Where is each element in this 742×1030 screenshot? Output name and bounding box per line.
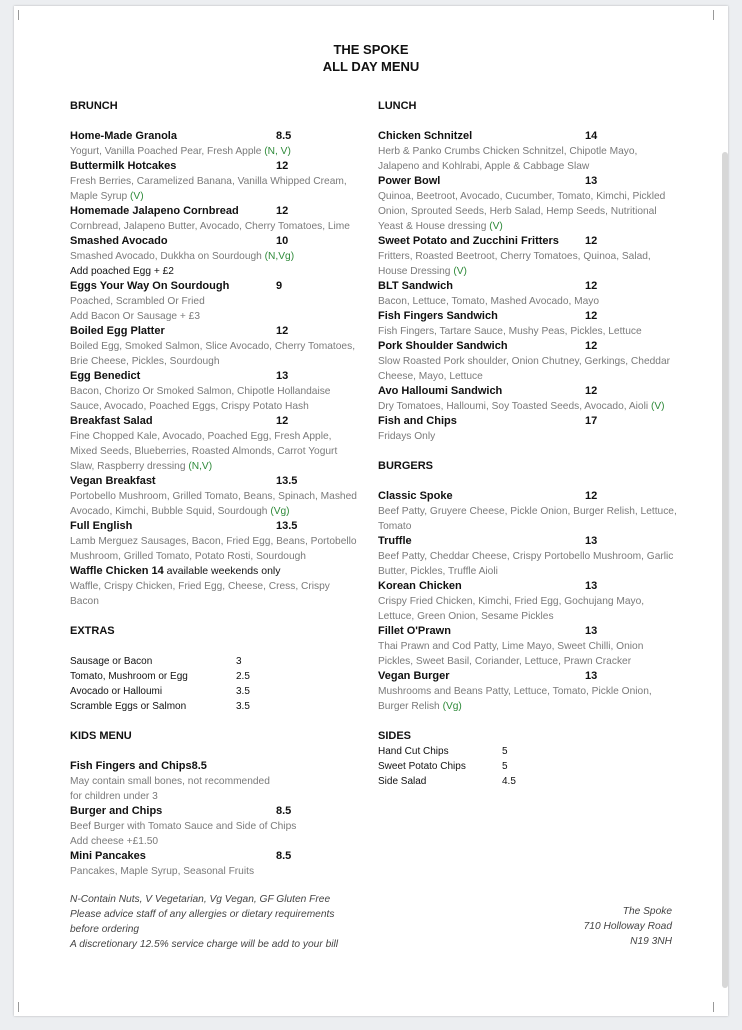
crop-mark: [18, 1002, 29, 1012]
item-name: Burger and Chips: [70, 805, 163, 817]
extra-item: [70, 669, 360, 684]
menu-item: [378, 534, 678, 579]
menu-item: [378, 279, 678, 309]
item-name: Classic Spoke: [378, 490, 453, 502]
extra-name: Avocado or Halloumi: [70, 686, 163, 697]
crop-mark: [703, 10, 714, 20]
item-price: 12: [585, 310, 598, 322]
item-desc: Portobello Mushroom, Grilled Tomato, Beans, Spinach, Mashed Avocado, Kimchi, Bubble Squid, Sourdough: [70, 491, 357, 517]
item-name: Pork Shoulder Sandwich: [378, 340, 508, 352]
item-name: Breakfast Salad: [70, 415, 153, 427]
item-name: Korean Chicken: [378, 580, 462, 592]
right-column: [378, 99, 678, 789]
item-name: BLT Sandwich: [378, 280, 453, 292]
address-street: 710 Holloway Road: [583, 921, 672, 932]
item-name: Fillet O'Prawn: [378, 625, 451, 637]
item-price: 13: [585, 580, 598, 592]
item-price: 13.5: [276, 475, 298, 487]
item-desc: Bacon, Lettuce, Tomato, Mashed Avocado, Mayo: [378, 296, 600, 307]
item-price: 12: [585, 280, 598, 292]
item-desc: Fresh Berries, Caramelized Banana, Vanilla Whipped Cream, Maple Syrup: [70, 176, 347, 202]
item-price: 14: [585, 130, 598, 142]
extra-item: [70, 654, 360, 669]
item-desc: Mushrooms and Beans Patty, Lettuce, Tomato, Pickle Onion, Burger Relish: [378, 686, 652, 712]
kids-list: [70, 759, 360, 879]
side-name: Hand Cut Chips: [378, 746, 449, 757]
section-brunch-heading: BRUNCH: [70, 100, 118, 112]
crop-mark: [703, 1002, 714, 1012]
item-name: Eggs Your Way On Sourdough: [70, 280, 230, 292]
side-name: Sweet Potato Chips: [378, 761, 466, 772]
item-desc: Beef Burger with Tomato Sauce and Side of Chips: [70, 821, 297, 832]
address-name: The Spoke: [622, 906, 672, 917]
item-price: 12: [276, 205, 289, 217]
item-name: Egg Benedict: [70, 370, 141, 382]
sides-list: [378, 744, 678, 789]
item-price: 14: [151, 565, 164, 577]
item-addon-note: Add poached Egg + £2: [70, 266, 174, 277]
item-desc-2: for children under 3: [70, 791, 158, 802]
item-name: Fish Fingers Sandwich: [378, 310, 498, 322]
item-name: Buttermilk Hotcakes: [70, 160, 177, 172]
extra-item: [70, 684, 360, 699]
allergy-note: Please advice staff of any allergies or dietary requirements: [70, 909, 335, 920]
extra-name: Scramble Eggs or Salmon: [70, 701, 187, 712]
extra-price: 3.5: [236, 686, 250, 697]
item-name: Power Bowl: [378, 175, 441, 187]
menu-item: [378, 339, 678, 384]
item-desc: Cornbread, Jalapeno Butter, Avocado, Cherry Tomatoes, Lime: [70, 221, 350, 232]
menu-item: [70, 519, 360, 564]
item-name: Waffle Chicken: [70, 565, 152, 577]
item-name: Vegan Burger: [378, 670, 450, 682]
menu-item: [70, 279, 360, 324]
item-price: 13: [585, 670, 598, 682]
item-name: Full English: [70, 520, 133, 532]
extra-item: [70, 699, 360, 714]
item-name: Mini Pancakes: [70, 850, 146, 862]
menu-item: [378, 174, 678, 234]
side-name: Side Salad: [378, 776, 427, 787]
item-name: Smashed Avocado: [70, 235, 168, 247]
menu-item: [70, 474, 360, 519]
section-kids-heading: KIDS MENU: [70, 730, 132, 742]
restaurant-name: THE SPOKE: [333, 42, 409, 57]
diet-tag: (V): [130, 191, 144, 202]
item-name: Vegan Breakfast: [70, 475, 156, 487]
extra-price: 3.5: [236, 701, 250, 712]
side-item: [378, 744, 678, 759]
side-price: 5: [502, 761, 508, 772]
item-desc: Beef Patty, Gruyere Cheese, Pickle Onion, Burger Relish, Lettuce, Tomato: [378, 506, 677, 532]
item-price: 13: [276, 370, 289, 382]
item-price: 9: [276, 280, 283, 292]
menu-item: [378, 309, 678, 339]
menu-item: [70, 159, 360, 204]
side-item: [378, 759, 678, 774]
item-name: Truffle: [378, 535, 412, 547]
extra-name: Sausage or Bacon: [70, 656, 153, 667]
item-price: 13: [585, 175, 598, 187]
item-price: 12: [585, 385, 598, 397]
diet-tag: (V): [650, 401, 665, 412]
section-extras-heading: EXTRAS: [70, 625, 115, 637]
item-price: 17: [585, 415, 598, 427]
menu-page: [14, 6, 728, 1016]
item-desc: Fish Fingers, Tartare Sauce, Mushy Peas, Pickles, Lettuce: [378, 326, 642, 337]
menu-item: [378, 414, 678, 444]
item-price: 13.5: [276, 520, 298, 532]
item-desc: Thai Prawn and Cod Patty, Lime Mayo, Sweet Chilli, Onion Pickles, Sweet Basil, Coriander, Lettuce, Prawn Cracker: [378, 641, 644, 667]
menu-item: [378, 234, 678, 279]
left-column: [70, 99, 360, 879]
item-desc: Bacon, Chorizo Or Smoked Salmon, Chipotle Hollandaise Sauce, Avocado, Poached Eggs, Crispy Potato Hash: [70, 386, 331, 412]
item-desc: Slow Roasted Pork shoulder, Onion Chutney, Gerkings, Cheddar Cheese, Mayo, Lettuce: [378, 356, 671, 382]
item-name: Fish Fingers and Chips: [70, 760, 192, 772]
item-desc: Beef Patty, Cheddar Cheese, Crispy Portobello Mushroom, Garlic Butter, Pickles, Truffle Aioli: [378, 551, 674, 577]
item-price: 13: [585, 535, 598, 547]
allergy-note-2: before ordering: [70, 924, 140, 935]
item-addon-note: Add cheese +£1.50: [70, 836, 159, 847]
diet-tag: (Vg): [270, 506, 290, 517]
menu-item: [378, 669, 678, 714]
side-item: [378, 774, 678, 789]
menu-item: [70, 414, 360, 474]
item-desc: Crispy Fried Chicken, Kimchi, Fried Egg, Gochujang Mayo, Lettuce, Green Onion, Sesame Pickles: [378, 596, 645, 622]
item-price: 8.5: [191, 760, 207, 772]
address-postcode: N19 3NH: [630, 936, 672, 947]
item-desc: Pancakes, Maple Syrup, Seasonal Fruits: [70, 866, 255, 877]
item-price: 8.5: [276, 850, 292, 862]
section-sides-heading: SIDES: [378, 730, 412, 742]
availability-note: available weekends only: [163, 565, 281, 577]
item-price: 12: [276, 415, 289, 427]
item-price: 12: [585, 235, 598, 247]
item-price: 12: [585, 340, 598, 352]
section-lunch-heading: LUNCH: [378, 100, 417, 112]
dietary-legend: N-Contain Nuts, V Vegetarian, Vg Vegan, GF Gluten Free: [70, 894, 331, 905]
side-price: 4.5: [502, 776, 516, 787]
item-price: 12: [585, 490, 598, 502]
address-block: [584, 904, 672, 949]
item-name: Sweet Potato and Zucchini Fritters: [378, 235, 559, 247]
item-name: Boiled Egg Platter: [70, 325, 165, 337]
service-charge-note: A discretionary 12.5% service charge will be add to your bill: [70, 939, 339, 950]
item-desc: Fine Chopped Kale, Avocado, Poached Egg, Fresh Apple, Mixed Seeds, Blueberries, Roasted Almonds, Carrot Yogurt Slaw, Raspberry dressing: [70, 431, 338, 472]
item-desc: Quinoa, Beetroot, Avocado, Cucumber, Tomato, Kimchi, Pickled Onion, Sprouted Seeds, Herb Salad, Hemp Seeds, Nutritional Yeast & House dressing: [378, 191, 666, 232]
item-name: Avo Halloumi Sandwich: [378, 385, 503, 397]
menu-subtitle: ALL DAY MENU: [322, 59, 420, 74]
menu-item: [70, 204, 360, 234]
diet-tag: (N,Vg): [264, 251, 295, 262]
item-desc: Smashed Avocado, Dukkha on Sourdough: [70, 251, 265, 262]
menu-title: [14, 41, 728, 75]
item-desc: Fritters, Roasted Beetroot, Cherry Tomatoes, Quinoa, Salad, House Dressing: [378, 251, 651, 277]
menu-item: [378, 489, 678, 534]
diet-tag: (V): [489, 221, 503, 232]
scrollbar[interactable]: [722, 152, 728, 988]
menu-item: [70, 129, 360, 159]
diet-tag: (V): [453, 266, 467, 277]
diet-tag: (Vg): [442, 701, 462, 712]
brunch-list: [70, 129, 360, 609]
lunch-list: [378, 129, 678, 444]
item-name: Chicken Schnitzel: [378, 130, 473, 142]
item-desc: Lamb Merguez Sausages, Bacon, Fried Egg, Beans, Portobello Mushroom, Grilled Tomato, Potato Rosti, Sourdough: [70, 536, 357, 562]
item-name: Fish and Chips: [378, 415, 457, 427]
menu-item: [70, 849, 360, 879]
diet-tag: (N,V): [188, 461, 213, 472]
item-price: 10: [276, 235, 289, 247]
item-price: 8.5: [276, 130, 292, 142]
extra-price: 2.5: [236, 671, 250, 682]
item-price: 12: [276, 325, 289, 337]
footer-notes: [70, 892, 338, 952]
menu-item: [378, 384, 678, 414]
menu-item: [70, 324, 360, 369]
item-desc: Waffle, Crispy Chicken, Fried Egg, Cheese, Cress, Crispy Bacon: [70, 581, 330, 607]
item-desc: Herb & Panko Crumbs Chicken Schnitzel, Chipotle Mayo, Jalapeno and Kohlrabi, Apple & Cabbage Slaw: [378, 146, 638, 172]
item-price: 13: [585, 625, 598, 637]
item-name: Home-Made Granola: [70, 130, 177, 142]
extra-price: 3: [236, 656, 242, 667]
menu-item: [70, 804, 360, 849]
menu-item: [378, 579, 678, 624]
burgers-list: [378, 489, 678, 714]
item-desc: May contain small bones, not recommended: [70, 776, 270, 787]
menu-item: [70, 759, 360, 804]
item-desc: Fridays Only: [378, 431, 436, 442]
menu-item-waffle: [70, 564, 360, 609]
menu-item: [70, 369, 360, 414]
extras-list: [70, 654, 360, 714]
item-desc: Yogurt, Vanilla Poached Pear, Fresh Apple: [70, 146, 265, 157]
menu-item: [378, 129, 678, 174]
item-desc: Boiled Egg, Smoked Salmon, Slice Avocado, Cherry Tomatoes, Brie Cheese, Pickles, Sourdough: [70, 341, 356, 367]
section-burgers-heading: BURGERS: [378, 460, 434, 472]
extra-name: Tomato, Mushroom or Egg: [70, 671, 188, 682]
item-addon-note: Add Bacon Or Sausage + £3: [70, 311, 200, 322]
side-price: 5: [502, 746, 508, 757]
item-price: 8.5: [276, 805, 292, 817]
crop-mark: [18, 10, 29, 20]
menu-item: [70, 234, 360, 279]
item-desc: Poached, Scrambled Or Fried: [70, 296, 205, 307]
menu-item: [378, 624, 678, 669]
item-desc: Dry Tomatoes, Halloumi, Soy Toasted Seeds, Avocado, Aioli: [378, 401, 651, 412]
item-name: Homemade Jalapeno Cornbread: [70, 205, 239, 217]
diet-tag: (N, V): [264, 146, 291, 157]
item-price: 12: [276, 160, 289, 172]
